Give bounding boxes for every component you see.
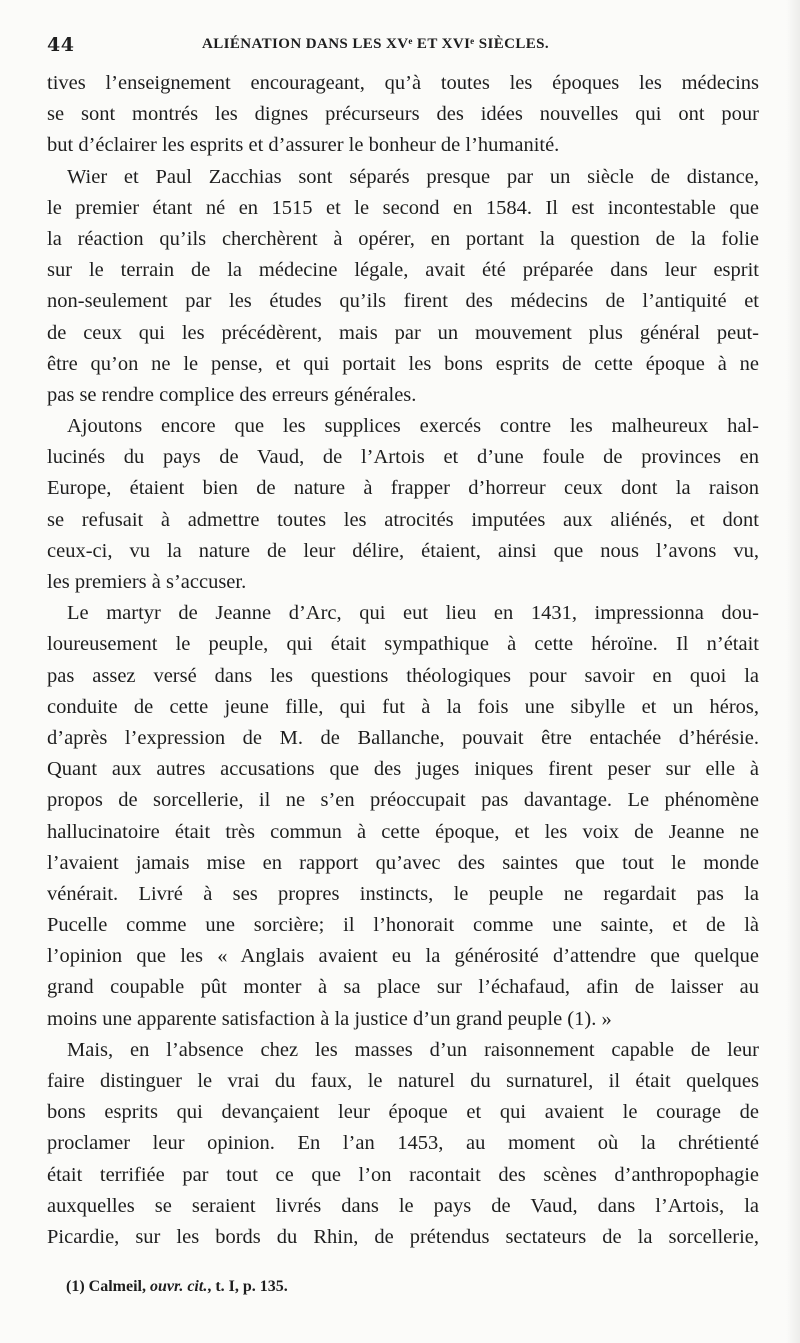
page-number: 44 [47, 34, 75, 56]
footnote [66, 1278, 288, 1296]
paragraph [47, 411, 759, 598]
running-head: ALIÉNATION DANS LES XVᵉ ET XVIᵉ SIÈCLES. [202, 36, 550, 52]
text-line: l’opinion que les « Anglais avaient eu la générosité d’attendre que quelque [47, 945, 759, 968]
text-line: se refusait à admettre toutes les atrocités imputées aux aliénés, et dont [47, 508, 759, 531]
page-edge-shadow [786, 0, 800, 1343]
text-line: faire distinguer le vrai du faux, le naturel du surnaturel, il était quelques [47, 1070, 759, 1092]
text-line: bons esprits qui devançaient leur époque et qui avaient le courage de [47, 1101, 759, 1124]
text-line: les premiers à s’accuser. [47, 571, 247, 593]
text-line: Wier et Paul Zacchias sont séparés presque par un siècle de distance, [67, 165, 759, 188]
text-line: Quant aux autres accusations que des juges iniques firent peser sur elle à [47, 758, 759, 781]
text-line: Europe, étaient bien de nature à frapper d’horreur ceux dont la raison [47, 477, 759, 500]
text-line: d’après l’expression de M. de Ballanche, pouvait être entachée d’hérésie. [47, 726, 759, 749]
page-header [47, 34, 759, 58]
text-line: hallucinatoire était très commun à cette époque, et les voix de Jeanne ne [47, 820, 759, 843]
text-line: Le martyr de Jeanne d’Arc, qui eut lieu en 1431, impressionna dou- [67, 602, 759, 625]
text-line: loureusement le peuple, qui était sympathique à cette héroïne. Il n’était [47, 633, 759, 656]
text-line: la réaction qu’ils cherchèrent à opérer, en portant la question de la folie [47, 227, 759, 250]
paragraph [47, 162, 759, 412]
text-line: proclamer leur opinion. En l’an 1453, au moment où la chrétienté [47, 1132, 759, 1155]
footnote-reference: , t. I, p. 135. [207, 1278, 288, 1295]
text-line: Ajoutons encore que les supplices exercés contre les malheureux hal- [67, 415, 759, 438]
text-line: Mais, en l’absence chez les masses d’un raisonnement capable de leur [67, 1038, 759, 1061]
text-line: se sont montrés les dignes précurseurs des idées nouvelles qui ont pour [47, 103, 759, 126]
text-line: pas assez versé dans les questions théologiques pour savoir en quoi la [47, 664, 759, 687]
text-line: non-seulement par les études qu’ils firent des médecins de l’antiquité et [47, 290, 759, 313]
text-line: moins une apparente satisfaction à la justice d’un grand peuple (1). » [47, 1007, 612, 1030]
text-line: auxquelles se seraient livrés dans le pays de Vaud, dans l’Artois, la [47, 1194, 759, 1217]
text-line: conduite de cette jeune fille, qui fut à la fois une sibylle et un héros, [47, 695, 759, 718]
text-line: le premier étant né en 1515 et le second en 1584. Il est incontestable que [47, 196, 759, 219]
paragraph [47, 598, 759, 1035]
footnote-work: ouvr. cit. [149, 1278, 208, 1295]
text-line: Pucelle comme une sorcière; il l’honorait comme une sainte, et de là [47, 914, 759, 937]
text-line: tives l’enseignement encourageant, qu’à toutes les époques les médecins [47, 72, 759, 94]
text-line: de ceux qui les précédèrent, mais par un mouvement plus général peut- [47, 321, 759, 344]
text-line: grand coupable pût monter à sa place sur l’échafaud, afin de laisser au [47, 976, 759, 999]
footnote-author: Calmeil, [88, 1278, 146, 1295]
text-line: but d’éclairer les esprits et d’assurer le bonheur de l’humanité. [47, 134, 560, 157]
text-line: pas se rendre complice des erreurs générales. [47, 383, 417, 406]
text-line: ceux-ci, vu la nature de leur délire, étaient, ainsi que nous l’avons vu, [47, 539, 759, 562]
body-text [47, 68, 759, 1253]
footnote-marker: (1) [66, 1278, 85, 1295]
text-line: Picardie, sur les bords du Rhin, de prétendus sectateurs de la sorcellerie, [47, 1225, 759, 1248]
text-line: sur le terrain de la médecine légale, avait été préparée dans leur esprit [47, 259, 759, 282]
text-line: lucinés du pays de Vaud, de l’Artois et d’une foule de provinces en [47, 446, 759, 469]
text-line: l’avaient jamais mise en rapport qu’avec des saintes que tout le monde [47, 851, 759, 874]
text-line: propos de sorcellerie, il ne s’en préoccupait pas davantage. Le phénomène [47, 789, 759, 812]
text-line: être qu’on ne le pense, et qui portait les bons esprits de cette époque à ne [47, 352, 759, 375]
text-line: vénérait. Livré à ses propres instincts, le peuple ne regardait pas la [47, 882, 759, 905]
paragraph [47, 68, 759, 162]
text-line: était terrifiée par tout ce que l’on racontait des scènes d’anthropophagie [47, 1163, 759, 1186]
paragraph [47, 1035, 759, 1253]
